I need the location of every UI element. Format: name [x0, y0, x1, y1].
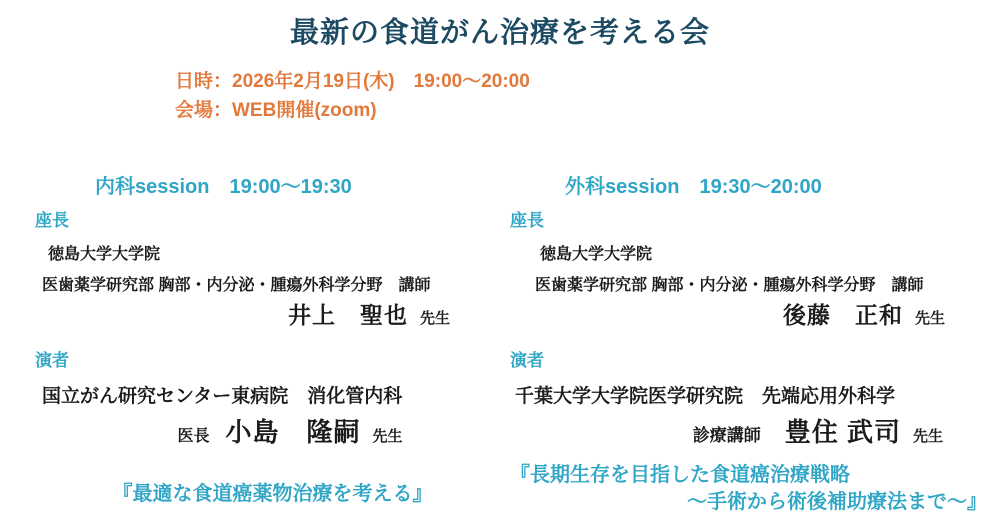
session-geka-heading: 外科session 19:30～20:00	[565, 176, 822, 198]
chair-affiliation-line1-naika: 徳島大学大学院	[48, 246, 161, 263]
speaker-name-geka: 豊住 武司	[784, 417, 901, 447]
speaker-honorific-geka: 先生	[912, 428, 943, 445]
chair-name-naika: 井上 聖也	[287, 302, 408, 328]
lecture-title-naika: 『最適な食道癌薬物治療を考える』	[112, 483, 433, 505]
speaker-label-geka: 演者	[510, 351, 544, 370]
chair-label-naika: 座長	[35, 211, 69, 230]
lecture-title-geka-line2: ～手術から術後補助療法まで～』	[687, 491, 987, 513]
chair-name-line-naika	[0, 297, 450, 330]
chair-honorific-geka: 先生	[914, 310, 945, 327]
chair-name-geka: 後藤 正和	[782, 302, 903, 328]
speaker-name-naika: 小島 隆嗣	[225, 417, 361, 447]
chair-affiliation-line2-naika: 医歯薬学研究部 胸部・内分泌・腫瘍外科学分野 講師	[42, 277, 431, 294]
chair-label-geka: 座長	[510, 211, 544, 230]
event-title: 最新の食道がん治療を考える会	[289, 17, 710, 49]
chair-honorific-naika: 先生	[419, 310, 450, 327]
speaker-affiliation-geka: 千葉大学大学院医学研究院 先端応用外科学	[515, 386, 896, 407]
speaker-affiliation-naika: 国立がん研究センター東病院 消化管内科	[42, 386, 403, 407]
session-naika-heading: 内科session 19:00～19:30	[95, 176, 352, 198]
chair-affiliation-line2-geka: 医歯薬学研究部 胸部・内分泌・腫瘍外科学分野 講師	[535, 277, 924, 294]
chair-name-line-geka	[500, 297, 945, 330]
speaker-label-naika: 演者	[35, 351, 69, 370]
chair-affiliation-line1-geka: 徳島大学大学院	[540, 246, 653, 263]
speaker-name-line-geka	[500, 412, 943, 449]
event-venue: 会場：WEB開催(zoom)	[175, 100, 377, 121]
speaker-position-naika: 医長	[177, 428, 210, 445]
speaker-position-geka: 診療講師	[692, 426, 761, 445]
speaker-name-line-naika	[80, 412, 500, 449]
speaker-honorific-naika: 先生	[372, 428, 403, 445]
event-datetime: 日時：2026年2月19日(木) 19:00～20:00	[175, 71, 530, 92]
lecture-title-geka-line1: 『長期生存を目指した食道癌治療戦略	[510, 464, 850, 486]
